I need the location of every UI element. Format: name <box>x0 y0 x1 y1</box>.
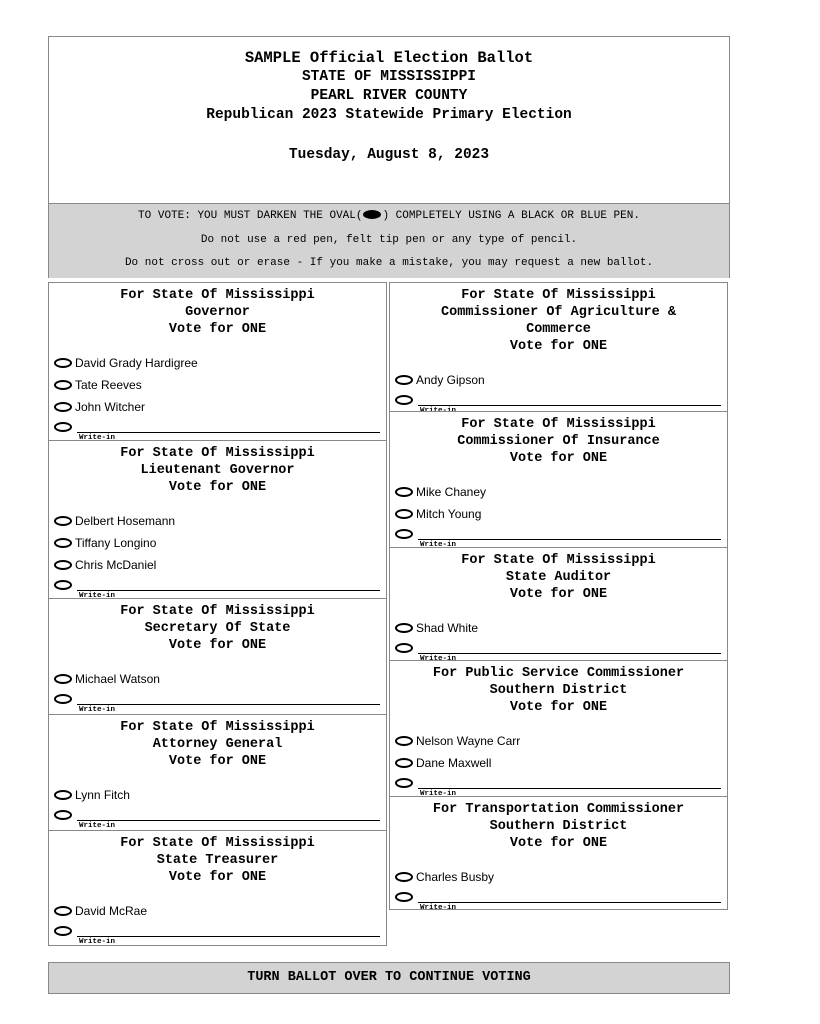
contest-title-line: Commerce <box>526 322 591 337</box>
write-in-label: Write-in <box>79 434 116 442</box>
write-in-label: Write-in <box>420 541 457 549</box>
vote-oval-icon[interactable] <box>54 674 72 684</box>
filled-oval-icon <box>363 210 381 219</box>
contest-title-line: State Auditor <box>505 570 612 585</box>
contest-title-line: Secretary Of State <box>144 621 291 636</box>
contest-title-line: State Treasurer <box>156 853 279 868</box>
write-in-line[interactable] <box>418 653 721 654</box>
contest-title <box>390 412 727 467</box>
candidate-option[interactable] <box>49 554 386 576</box>
vote-oval-icon[interactable] <box>54 358 72 368</box>
candidate-name: David Grady Hardigree <box>75 356 198 370</box>
contest-title-line: Vote for ONE <box>168 754 267 769</box>
contest-title-line: Southern District <box>489 683 628 698</box>
candidate-option[interactable] <box>390 369 727 391</box>
contest-title-line: Vote for ONE <box>509 700 608 715</box>
candidate-name: Lynn Fitch <box>75 788 130 802</box>
contest-box <box>389 796 728 910</box>
write-in-option[interactable] <box>49 690 386 714</box>
instruction-line-1: TO VOTE: YOU MUST DARKEN THE OVAL( ) COMPLETELY USING A BLACK OR BLUE PEN. <box>138 210 640 222</box>
write-in-option[interactable] <box>49 922 386 946</box>
contest-title-line: Attorney General <box>152 737 283 752</box>
candidate-name: Delbert Hosemann <box>75 514 176 528</box>
vote-oval-icon[interactable] <box>395 872 413 882</box>
candidate-option[interactable] <box>390 866 727 888</box>
vote-oval-icon[interactable] <box>54 516 72 526</box>
contest-title <box>390 797 727 852</box>
write-in-option[interactable] <box>49 806 386 830</box>
contest-title <box>49 441 386 496</box>
candidate-name: Dane Maxwell <box>416 756 492 770</box>
contest-title-line: For State Of Mississippi <box>461 553 656 568</box>
contest-title <box>390 283 727 355</box>
ballot-state: STATE OF MISSISSIPPI <box>301 69 477 85</box>
vote-oval-icon[interactable] <box>54 790 72 800</box>
vote-oval-icon[interactable] <box>395 395 413 405</box>
candidate-option[interactable] <box>390 503 727 525</box>
vote-oval-icon[interactable] <box>395 487 413 497</box>
contest-box <box>389 660 728 797</box>
contest-title-line: Vote for ONE <box>509 339 608 354</box>
vote-oval-icon[interactable] <box>395 509 413 519</box>
write-in-line[interactable] <box>418 902 721 903</box>
vote-oval-icon[interactable] <box>395 623 413 633</box>
contest-box <box>389 411 728 548</box>
write-in-line[interactable] <box>418 788 721 789</box>
vote-oval-icon[interactable] <box>54 560 72 570</box>
contest-title-line: Vote for ONE <box>168 480 267 495</box>
write-in-label: Write-in <box>79 592 116 600</box>
write-in-label: Write-in <box>420 655 457 663</box>
write-in-label: Write-in <box>420 790 457 798</box>
ballot-header <box>48 36 730 278</box>
candidate-name: John Witcher <box>75 400 146 414</box>
instruction-line-2: Do not use a red pen, felt tip pen or any type of pencil. <box>200 233 578 246</box>
vote-oval-icon[interactable] <box>54 422 72 432</box>
candidate-option[interactable] <box>390 617 727 639</box>
contest-title-line: For State Of Mississippi <box>120 604 315 619</box>
ballot-date: Tuesday, August 8, 2023 <box>288 147 490 163</box>
contest-title <box>49 831 386 886</box>
ballot-county: PEARL RIVER COUNTY <box>310 88 468 104</box>
write-in-option[interactable] <box>390 774 727 798</box>
contest-title-line: Southern District <box>489 819 628 834</box>
candidate-option[interactable] <box>49 374 386 396</box>
candidate-option[interactable] <box>49 396 386 418</box>
vote-oval-icon[interactable] <box>54 402 72 412</box>
write-in-option[interactable] <box>49 418 386 442</box>
contest-title-line: For Transportation Commissioner <box>432 802 685 817</box>
candidate-option[interactable] <box>49 900 386 922</box>
contest-title <box>49 715 386 770</box>
candidate-name: Nelson Wayne Carr <box>416 734 521 748</box>
vote-oval-icon[interactable] <box>395 736 413 746</box>
candidate-name: Charles Busby <box>416 870 495 884</box>
write-in-line[interactable] <box>77 704 380 705</box>
write-in-line[interactable] <box>418 405 721 406</box>
write-in-label: Write-in <box>420 904 457 912</box>
write-in-label: Write-in <box>79 822 116 830</box>
write-in-line[interactable] <box>77 820 380 821</box>
candidate-option[interactable] <box>49 532 386 554</box>
contest-title-line: For State Of Mississippi <box>120 836 315 851</box>
contest-title-line: Vote for ONE <box>168 870 267 885</box>
vote-oval-icon[interactable] <box>395 375 413 385</box>
contest-title <box>390 661 727 716</box>
contest-box <box>48 714 387 831</box>
candidate-name: David McRae <box>75 904 148 918</box>
write-in-option[interactable] <box>390 888 727 912</box>
ballot-election-name: Republican 2023 Statewide Primary Election <box>206 107 572 123</box>
vote-oval-icon[interactable] <box>395 529 413 539</box>
contest-title-line: Commissioner Of Agriculture & <box>441 305 676 320</box>
contest-title-line: Vote for ONE <box>509 451 608 466</box>
write-in-line[interactable] <box>418 539 721 540</box>
contest-title-line: For Public Service Commissioner <box>432 666 685 681</box>
ballot-title: SAMPLE Official Election Ballot <box>244 49 534 67</box>
write-in-label: Write-in <box>420 407 457 415</box>
write-in-line[interactable] <box>77 432 380 433</box>
right-column <box>389 282 728 910</box>
candidate-option[interactable] <box>49 784 386 806</box>
vote-oval-icon[interactable] <box>395 892 413 902</box>
candidate-option[interactable] <box>49 352 386 374</box>
candidate-name: Tate Reeves <box>75 378 142 392</box>
candidate-option[interactable] <box>390 481 727 503</box>
contest-title-line: For State Of Mississippi <box>120 720 315 735</box>
contest-title <box>49 283 386 338</box>
candidate-name: Mitch Young <box>416 507 482 521</box>
write-in-line[interactable] <box>77 590 380 591</box>
contest-title-line: Vote for ONE <box>168 322 267 337</box>
candidate-option[interactable] <box>390 730 727 752</box>
vote-oval-icon[interactable] <box>395 643 413 653</box>
candidate-option[interactable] <box>49 668 386 690</box>
candidate-name: Mike Chaney <box>416 485 487 499</box>
vote-oval-icon[interactable] <box>54 926 72 936</box>
contest-title-line: For State Of Mississippi <box>461 288 656 303</box>
write-in-label: Write-in <box>79 938 116 946</box>
ballot-title-block <box>49 49 729 125</box>
vote-oval-icon[interactable] <box>54 694 72 704</box>
write-in-label: Write-in <box>79 706 116 714</box>
write-in-option[interactable] <box>390 525 727 549</box>
contest-title <box>390 548 727 603</box>
vote-oval-icon[interactable] <box>395 778 413 788</box>
vote-oval-icon[interactable] <box>395 758 413 768</box>
contest-title-line: Governor <box>185 305 250 320</box>
contest-title-line: Vote for ONE <box>509 587 608 602</box>
contest-box <box>48 440 387 599</box>
candidate-name: Andy Gipson <box>416 373 485 387</box>
contest-box <box>389 282 728 415</box>
candidate-name: Shad White <box>416 621 479 635</box>
contest-box <box>389 547 728 661</box>
contest-title-line: Vote for ONE <box>168 638 267 653</box>
turn-over-notice: TURN BALLOT OVER TO CONTINUE VOTING <box>48 962 730 994</box>
instruction-line-3: Do not cross out or erase - If you make a mistake, you may request a new ballot. <box>124 257 654 269</box>
contest-box <box>48 598 387 715</box>
vote-oval-icon[interactable] <box>54 580 72 590</box>
contest-title-line: For State Of Mississippi <box>120 446 315 461</box>
write-in-line[interactable] <box>77 936 380 937</box>
vote-oval-icon[interactable] <box>54 538 72 548</box>
write-in-option[interactable] <box>49 576 386 600</box>
vote-oval-icon[interactable] <box>54 810 72 820</box>
candidate-name: Tiffany Longino <box>75 536 157 550</box>
candidate-name: Michael Watson <box>75 672 160 686</box>
contest-box <box>48 282 387 441</box>
contest-title-line: Commissioner Of Insurance <box>457 434 660 449</box>
vote-oval-icon[interactable] <box>54 380 72 390</box>
candidate-option[interactable] <box>390 752 727 774</box>
contest-box <box>48 830 387 946</box>
contest-title-line: Vote for ONE <box>509 836 608 851</box>
candidate-name: Chris McDaniel <box>75 558 157 572</box>
contest-title-line: Lieutenant Governor <box>140 463 295 478</box>
voting-instructions <box>49 203 729 278</box>
contest-title-line: For State Of Mississippi <box>461 417 656 432</box>
left-column <box>48 282 387 946</box>
contest-title <box>49 599 386 654</box>
candidate-option[interactable] <box>49 510 386 532</box>
contest-title-line: For State Of Mississippi <box>120 288 315 303</box>
vote-oval-icon[interactable] <box>54 906 72 916</box>
